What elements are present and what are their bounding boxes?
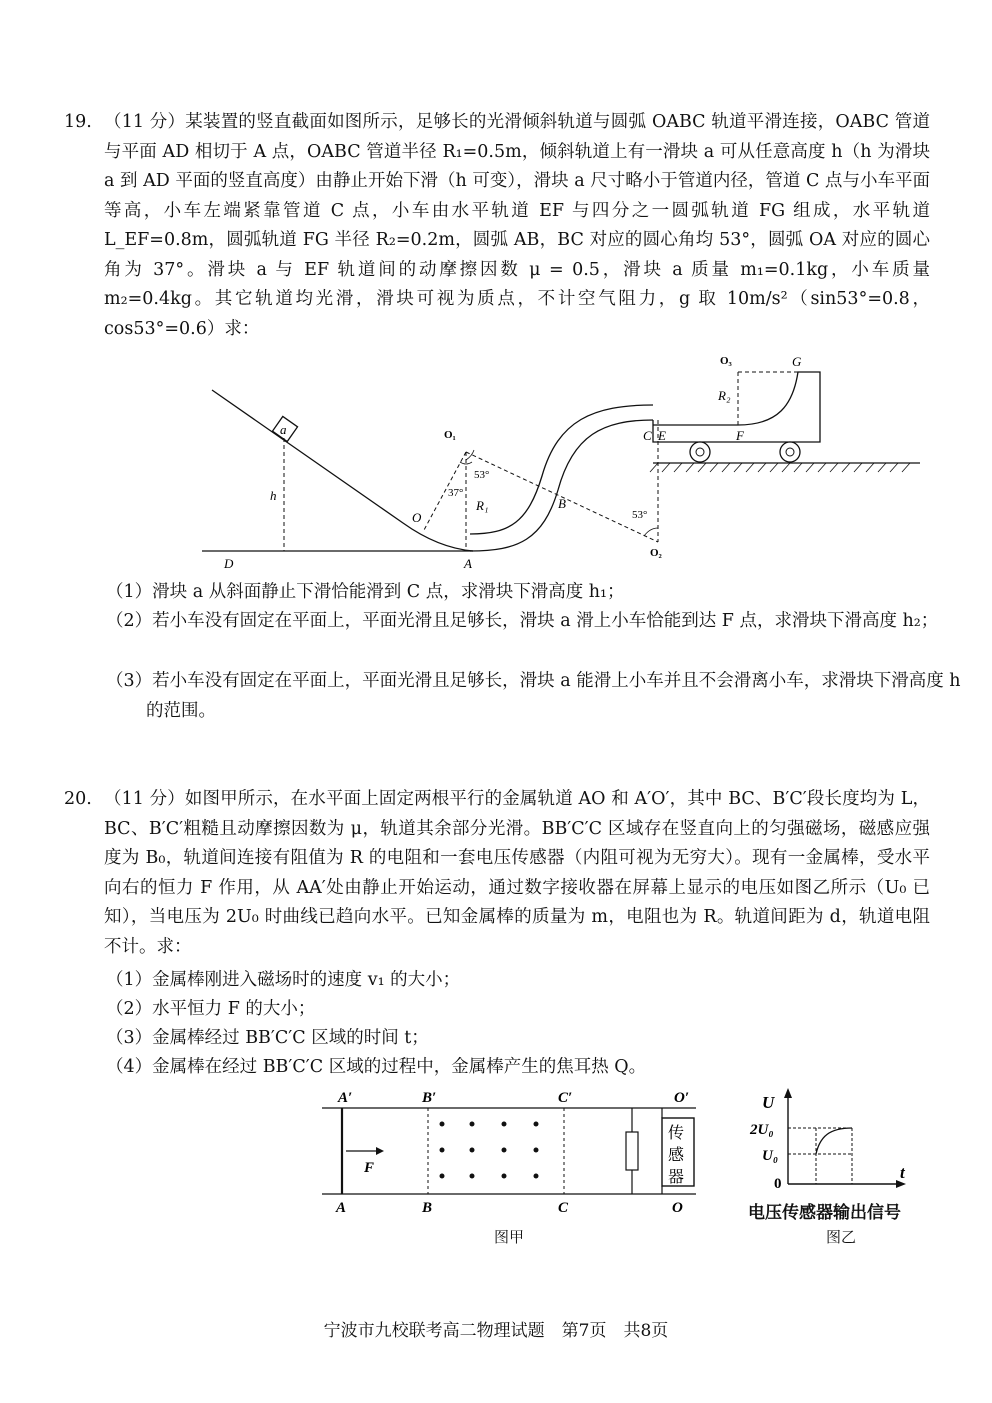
q20-part-2: （2）水平恒力 F 的大小； [106,999,316,1019]
fig-b-caption: 图乙 [826,1228,857,1246]
fig-b-title: 电压传感器输出信号 [748,1203,901,1223]
label-B-bottom: B [422,1200,433,1216]
label-O1: O₁ [444,429,456,441]
label-F-force: F [364,1160,375,1176]
label-C-prime: C′ [558,1090,573,1106]
label-E: E [658,428,666,443]
label-a: a [280,422,287,437]
fig-a-caption: 图甲 [494,1228,525,1246]
label-53a: 53° [474,469,490,481]
label-B: B [558,496,566,511]
label-A: A [464,556,472,571]
label-R2: R₂ [718,388,731,403]
q19-figure [198,350,938,580]
label-A-prime: A′ [338,1090,353,1106]
q19-part-1: （1）滑块 a 从斜面静止下滑恰能滑到 C 点，求滑块下滑高度 h₁； [106,582,625,602]
page-footer: 宁波市九校联考高二物理试题 第7页 共8页 [323,1321,669,1341]
q20-part-1: （1）金属棒刚进入磁场时的速度 v₁ 的大小； [106,970,461,990]
label-D: D [224,556,234,571]
q20-text: （11 分）如图甲所示，在水平面上固定两根平行的金属轨道 AO 和 A′O′，其中 BC、B′C′段长度均为 L，BC、B′C′粗糙且动摩擦因数为 μ，轨道其余部分光滑。BB′C′C 区域存在竖直向上的匀强磁场，磁感应强度为 B₀，轨道间连接有阻值为 R 的电阻和一套电压传感器（内阻可视为无穷大）。现有一金属棒，受水平向右的恒力 F 作用，从 AA′处由静止开始运动，通过数字接收器在屏幕上显示的电压如图乙所示（U₀ 已知），当电压为 2U₀ 时曲线已趋向水平。已知金属棒的质量为 m，电阻也为 R。轨道间距为 d，轨道电阻不计。求： [104,789,930,957]
q20-figure-b [748,1088,928,1198]
label-U0: U₀ [762,1148,779,1164]
q20-part-4: （4）金属棒在经过 BB′C′C 区域的过程中，金属棒产生的焦耳热 Q。 [106,1057,647,1077]
q20-number: 20. [64,789,92,809]
label-37: 37° [448,487,464,499]
sensor-char-2: 感 [668,1147,685,1164]
sensor-char-1: 传 [668,1125,685,1142]
q19-part-3: （3）若小车没有固定在平面上，平面光滑且足够长，滑块 a 能滑上小车并且不会滑离小车，求滑块下滑高度 h 的范围。 [106,671,961,721]
label-O: O [412,510,422,525]
label-O-bottom: O [672,1200,683,1216]
label-zero: 0 [774,1176,782,1192]
label-O-prime: O′ [674,1090,690,1106]
sensor-char-3: 器 [668,1169,685,1186]
q19-number: 19. [64,112,92,132]
label-U: U [762,1093,775,1112]
label-O2: O₂ [650,547,662,559]
label-2U0: 2U₀ [750,1122,774,1138]
q19-text: （11 分）某装置的竖直截面如图所示，足够长的光滑倾斜轨道与圆弧 OABC 轨道平滑连接，OABC 管道与平面 AD 相切于 A 点，OABC 管道半径 R₁=0.5m，倾斜轨道上有一滑块 a 可从任意高度 h（h 为滑块 a 到 AD 平面的竖直高度）由静止开始下滑（h 可变），滑块 a 尺寸略小于管道内径，管道 C 点与小车平面等高，小车左端紧靠管道 C 点，小车由水平轨道 EF 与四分之一圆弧轨道 FG 组成，水平轨道 L_EF=0.8m，圆弧轨道 FG 半径 R₂=0.2m，圆弧 AB，BC 对应的圆心角均 53°，圆弧 OA 对应的圆心角为 37°。滑块 a 与 EF 轨道间的动摩擦因数 μ = 0.5，滑块 a 质量 m₁=0.1kg，小车质量 m₂=0.4kg。其它轨道均光滑，滑块可视为质点，不计空气阻力，g 取 10m/s²（sin53°=0.8，cos53°=0.6）求： [104,112,930,339]
label-B-prime: B′ [422,1090,437,1106]
q20-figure-a [316,1086,716,1216]
label-A-bottom: A [336,1200,347,1216]
label-G: G [792,354,802,369]
label-C: C [643,428,652,443]
q20-part-3: （3）金属棒经过 BB′C′C 区域的时间 t； [106,1028,429,1048]
label-F: F [736,428,744,443]
label-t: t [900,1163,905,1182]
label-53b: 53° [632,509,648,521]
label-R1: R₁ [476,498,489,513]
label-O3: O₃ [720,355,732,367]
label-C-bottom: C [558,1200,569,1216]
label-h: h [270,488,277,503]
q19-part-2: （2）若小车没有固定在平面上，平面光滑且足够长，滑块 a 滑上小车恰能到达 F 点，求滑块下滑高度 h₂； [106,611,939,631]
